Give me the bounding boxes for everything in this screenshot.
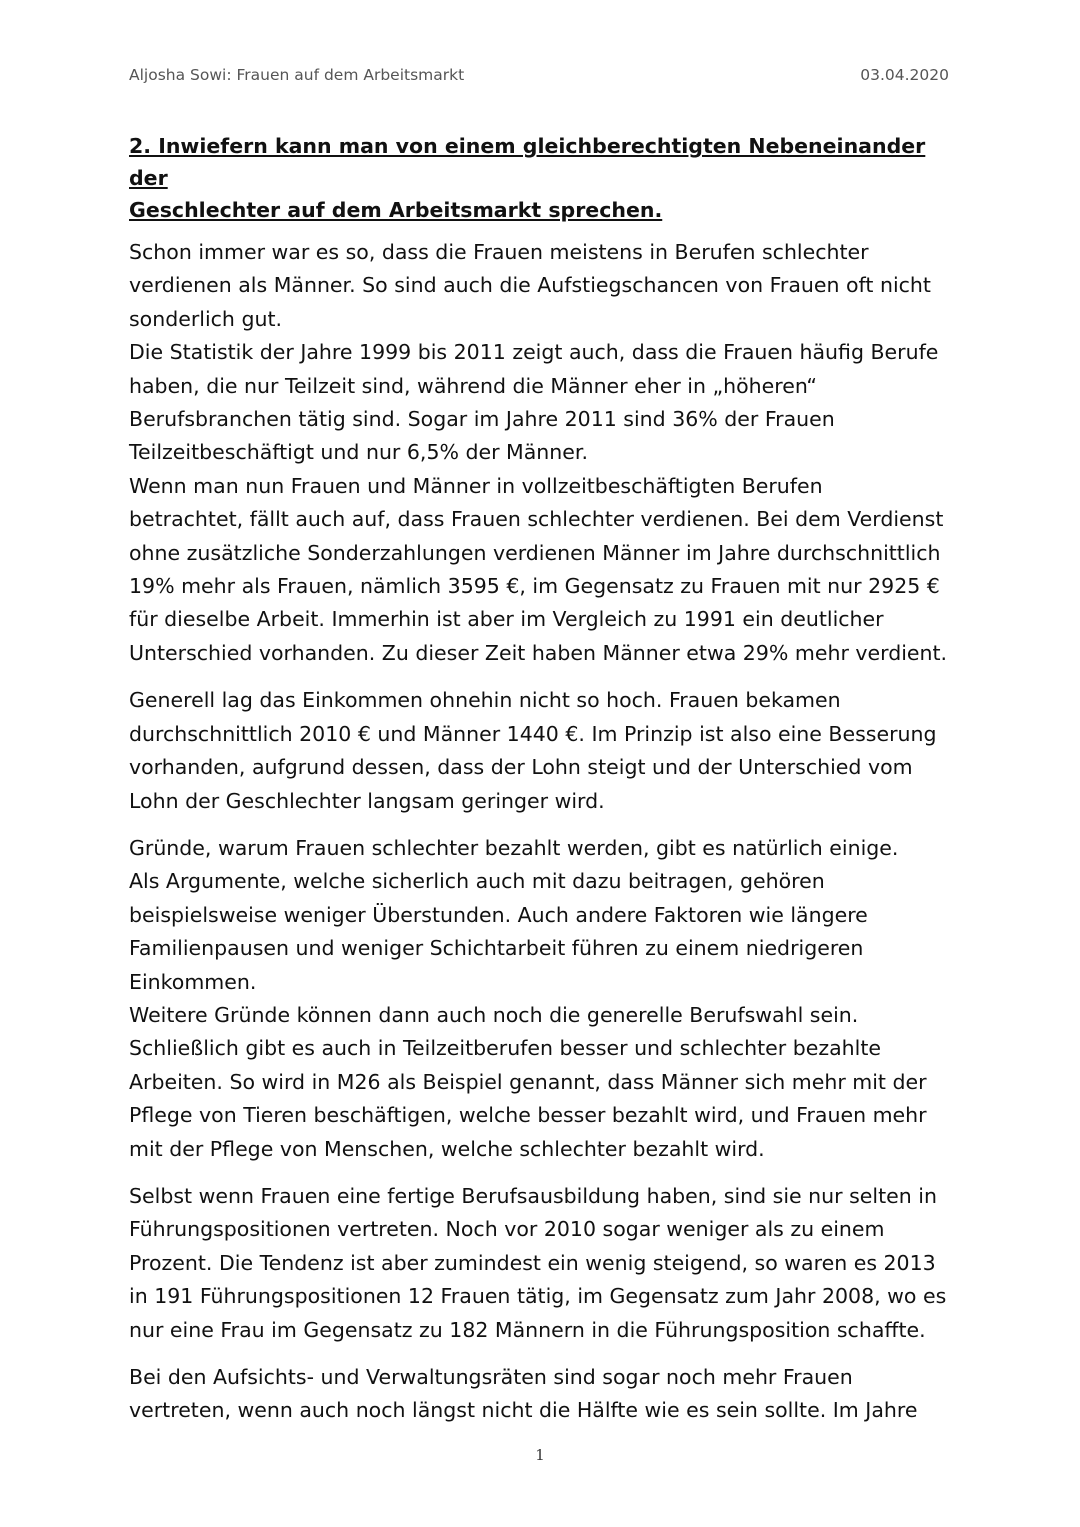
text-line: Pflege von Tieren beschäftigen, welche besser bezahlt wird, und Frauen mehr [129,1103,927,1128]
paragraph [129,832,959,1166]
heading-line: 2. Inwiefern kann man von einem gleichberechtigten Nebeneinander der [129,134,926,190]
text-line: betrachtet, fällt auch auf, dass Frauen schlechter verdienen. Bei dem Verdienst [129,507,944,532]
text-line: für dieselbe Arbeit. Immerhin ist aber im Vergleich zu 1991 ein deutlicher [129,607,884,632]
text-line: Familienpausen und weniger Schichtarbeit führen zu einem niedrigeren [129,936,864,961]
text-line: Arbeiten. So wird in M26 als Beispiel genannt, dass Männer sich mehr mit der [129,1069,927,1094]
text-line: Schließlich gibt es auch in Teilzeitberufen besser und schlechter bezahlte [129,1036,881,1061]
header-title: Aljosha Sowi: Frauen auf dem Arbeitsmarkt [129,66,465,84]
page-header [129,66,949,84]
header-date: 03.04.2020 [860,66,949,84]
text-line: Bei den Aufsichts- und Verwaltungsräten sind sogar noch mehr Frauen [129,1365,853,1389]
text-line: ohne zusätzliche Sonderzahlungen verdienen Männer im Jahre durchschnittlich [129,540,941,565]
text-line: Selbst wenn Frauen eine fertige Berufsausbildung haben, sind sie nur selten in [129,1183,937,1208]
text-line: Schon immer war es so, dass die Frauen meistens in Berufen schlechter [129,240,869,264]
heading-line: Geschlechter auf dem Arbeitsmarkt sprechen. [129,198,663,222]
text-line: Berufsbranchen tätig sind. Sogar im Jahre 2011 sind 36% der Frauen [129,407,835,432]
text-line: Wenn man nun Frauen und Männer in vollzeitbeschäftigten Berufen [129,473,823,498]
text-line: 19% mehr als Frauen, nämlich 3595 €, im Gegensatz zu Frauen mit nur 2925 € [129,574,940,599]
text-line: Teilzeitbeschäftigt und nur 6,5% der Männer. [129,440,588,465]
text-line: vorhanden, aufgrund dessen, dass der Lohn steigt und der Unterschied vom [129,755,913,780]
text-line: Prozent. Die Tendenz ist aber zumindest ein wenig steigend, so waren es 2013 [129,1250,936,1275]
page-number: 1 [535,1446,545,1464]
text-line: vertreten, wenn auch noch längst nicht die Hälfte wie es sein sollte. Im Jahre [129,1398,918,1423]
text-line: Als Argumente, welche sicherlich auch mit dazu beitragen, gehören [129,869,825,894]
text-line: Führungspositionen vertreten. Noch vor 2010 sogar weniger als zu einem [129,1217,885,1242]
text-line: Weitere Gründe können dann auch noch die generelle Berufswahl sein. [129,1002,859,1027]
text-line: Die Statistik der Jahre 1999 bis 2011 zeigt auch, dass die Frauen häufig Berufe [129,340,939,365]
text-line: Lohn der Geschlechter langsam geringer wird. [129,788,605,813]
text-line: mit der Pflege von Menschen, welche schlechter bezahlt wird. [129,1136,765,1161]
paragraph [129,236,959,670]
document-body [129,130,959,1442]
section-heading [129,130,959,226]
text-line: sonderlich gut. [129,306,282,331]
text-line: verdienen als Männer. So sind auch die Aufstiegschancen von Frauen oft nicht [129,273,931,298]
text-line: Generell lag das Einkommen ohnehin nicht so hoch. Frauen bekamen [129,688,841,713]
paragraph [129,684,959,818]
text-line: durchschnittlich 2010 € und Männer 1440 €. Im Prinzip ist also eine Besserung [129,721,937,746]
text-line: haben, die nur Teilzeit sind, während die Männer eher in „höheren“ [129,373,817,398]
paragraph [129,1180,959,1347]
paragraph [129,1361,959,1428]
text-line: beispielsweise weniger Überstunden. Auch andere Faktoren wie längere [129,902,868,927]
text-line: Unterschied vorhanden. Zu dieser Zeit haben Männer etwa 29% mehr verdient. [129,640,948,665]
text-line: Gründe, warum Frauen schlechter bezahlt werden, gibt es natürlich einige. [129,835,899,860]
text-line: in 191 Führungspositionen 12 Frauen tätig, im Gegensatz zum Jahr 2008, wo es [129,1284,947,1309]
text-line: nur eine Frau im Gegensatz zu 182 Männern in die Führungsposition schaffte. [129,1317,926,1342]
text-line: Einkommen. [129,969,257,994]
